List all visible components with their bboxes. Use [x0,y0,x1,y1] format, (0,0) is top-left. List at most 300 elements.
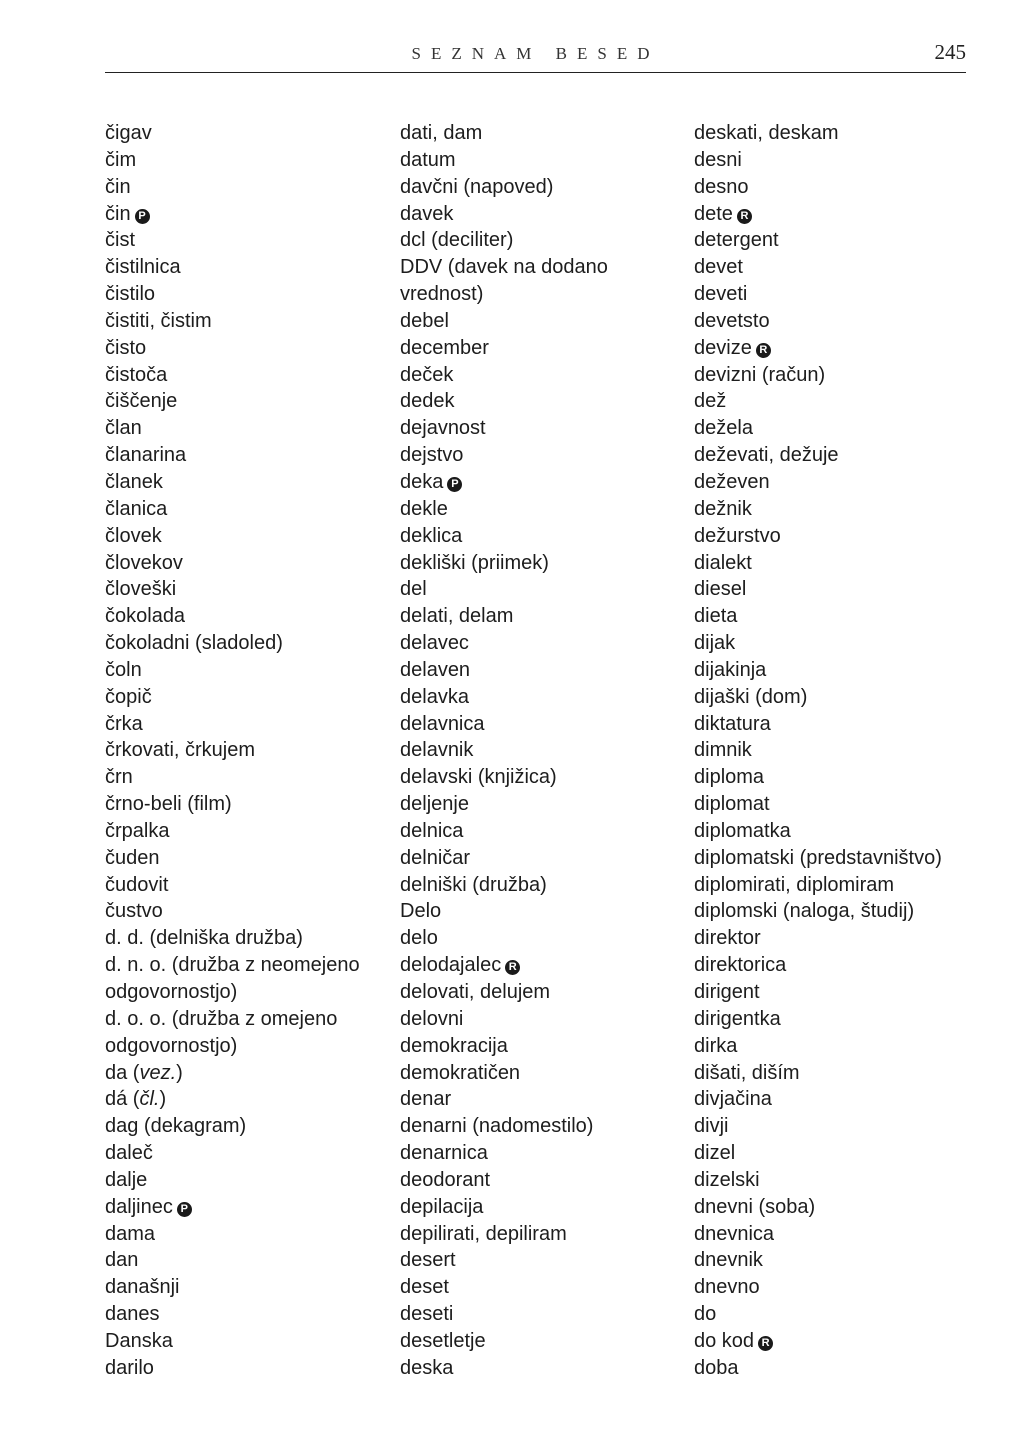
word-text: čin [105,202,131,225]
word-text: čim [105,148,137,171]
word-text: divjačina [694,1088,772,1111]
word-text: demokracija [400,1034,508,1057]
word-entry [694,227,984,254]
word-text: čist [105,229,135,252]
word-text: dimnik [694,739,752,762]
word-entry [400,1006,690,1033]
word-text: d. d. (delniška družba) [105,927,303,950]
word-entry [400,1086,690,1113]
word-text: direktorica [694,954,787,977]
word-entry [105,388,395,415]
word-column-2 [400,120,690,1382]
word-entry [694,1167,984,1194]
word-text: dama [105,1222,156,1245]
word-entry [400,1194,690,1221]
word-entry [400,523,690,550]
word-entry [400,764,690,791]
word-entry [694,147,984,174]
word-entry [400,979,690,1006]
word-entry [105,120,395,147]
word-entry [105,281,395,308]
word-entry [694,818,984,845]
word-entry [105,1221,395,1248]
word-entry [105,1086,395,1113]
word-text: deževati, dežuje [694,444,839,467]
word-text: dedek [400,390,455,413]
r-badge-icon: R [737,209,752,224]
word-text: delavec [400,632,469,655]
word-text: dizelski [694,1168,760,1191]
word-entry [105,174,395,201]
word-text: človek [105,524,162,547]
word-text: članek [105,470,163,493]
word-text: dcl (deciliter) [400,229,514,252]
word-text: čigav [105,122,152,144]
word-text: deseti [400,1303,454,1326]
word-entry [400,791,690,818]
word-text: delniški (družba) [400,873,547,896]
word-entry [694,630,984,657]
word-text: odgovornostjo) [105,981,238,1003]
word-text: depilacija [400,1195,484,1218]
word-text: delovati, delujem [400,981,551,1003]
word-text: deček [400,363,454,386]
word-text: čin [105,175,131,198]
word-text: demokratičen [400,1061,521,1084]
word-text: devize [694,336,752,359]
word-entry [400,818,690,845]
word-text: dizel [694,1142,736,1165]
word-text: današnji [105,1276,180,1299]
word-text: deka [400,470,444,493]
word-entry [400,362,690,389]
word-entry [105,872,395,899]
word-gloss-close: ) [176,1061,183,1084]
word-text: diesel [694,578,747,601]
word-text: Danska [105,1329,173,1352]
p-badge-icon: P [177,1202,192,1217]
word-entry [400,1274,690,1301]
word-text: dejstvo [400,444,464,467]
word-entry [400,1060,690,1087]
word-text: DDV (davek na dodano [400,256,608,279]
r-badge-icon: R [756,343,771,358]
word-entry [400,442,690,469]
word-text: devet [694,256,743,279]
word-entry [105,1140,395,1167]
word-entry [400,335,690,362]
word-text: deska [400,1356,454,1379]
word-entry [694,898,984,925]
word-column-3 [694,120,984,1382]
word-entry [694,415,984,442]
word-entry [694,254,984,281]
word-text: čopič [105,685,152,708]
word-entry [400,415,690,442]
word-text: čiščenje [105,390,178,413]
word-entry [694,1274,984,1301]
word-text: čokolada [105,605,186,628]
word-entry [694,1301,984,1328]
word-text: do [694,1303,717,1326]
word-text: čoln [105,658,142,681]
word-text: direktor [694,927,761,950]
word-entry [694,1355,984,1382]
word-text: črka [105,712,143,735]
word-entry [400,1113,690,1140]
word-text: delovni [400,1007,464,1030]
word-text: deveti [694,283,748,306]
word-entry [400,496,690,523]
word-entry [105,791,395,818]
word-entry [694,1194,984,1221]
r-badge-icon: R [758,1336,773,1351]
word-text: desetletje [400,1329,486,1352]
word-entry [105,308,395,335]
word-entry [400,845,690,872]
page-header [105,38,966,72]
word-text: desert [400,1249,456,1272]
word-text: devizni (račun) [694,363,826,386]
word-text: da ( [105,1061,140,1084]
word-text: diplomatski (predstavništvo) [694,846,942,869]
word-entry [400,254,690,281]
word-entry [694,872,984,899]
word-entry [105,630,395,657]
word-text: čistilo [105,283,156,306]
word-text: deodorant [400,1168,491,1191]
word-text: d. n. o. (družba z neomejeno [105,954,360,977]
word-entry [105,764,395,791]
word-text: davčni (napoved) [400,175,554,198]
word-entry [400,1221,690,1248]
word-text: deljenje [400,793,469,816]
word-text: čokoladni (sladoled) [105,632,283,655]
word-entry [105,845,395,872]
word-entry [105,1167,395,1194]
word-entry [694,1328,984,1355]
word-entry [105,1274,395,1301]
word-entry [694,174,984,201]
word-entry [105,1355,395,1382]
word-entry [400,952,690,979]
word-entry [105,496,395,523]
word-text: doba [694,1356,739,1379]
word-text: delodajalec [400,954,502,977]
word-entry [105,550,395,577]
word-entry [105,362,395,389]
word-entry [400,388,690,415]
word-entry [694,442,984,469]
word-entry [694,120,984,147]
word-text: črkovati, črkujem [105,739,256,762]
word-text: dirigent [694,981,760,1003]
word-text: delničar [400,846,471,869]
word-text: deset [400,1276,449,1299]
word-text: človekov [105,551,183,574]
word-entry [400,550,690,577]
word-text: članica [105,497,168,520]
word-text: davek [400,202,454,225]
word-text: dežnik [694,497,752,520]
word-entry [400,469,690,496]
word-entry [400,925,690,952]
word-entry [105,898,395,925]
running-title: SEZNAM BESED [411,44,660,63]
word-text: desni [694,148,742,171]
word-text: diplomat [694,793,770,816]
word-entry [105,523,395,550]
word-text: december [400,336,489,359]
word-entry [694,496,984,523]
word-entry [105,925,395,952]
word-entry [105,442,395,469]
word-text: dialekt [694,551,752,574]
word-text: desno [694,175,749,198]
word-column-1 [105,120,395,1382]
word-text: depilirati, depiliram [400,1222,567,1245]
word-entry [694,550,984,577]
word-entry [400,1247,690,1274]
word-text: dežurstvo [694,524,781,547]
word-text: Delo [400,900,442,923]
word-text: debel [400,309,449,332]
word-entry [694,308,984,335]
word-entry [400,147,690,174]
word-entry [400,1328,690,1355]
word-text: divji [694,1115,729,1138]
word-entry [105,335,395,362]
word-entry [400,711,690,738]
word-text: deževen [694,470,770,493]
word-entry [105,147,395,174]
word-text: dež [694,390,727,413]
word-gloss-close: ) [159,1088,167,1111]
word-entry [105,1194,395,1221]
word-text: d. o. o. (družba z omejeno [105,1007,338,1030]
word-text: dežela [694,417,753,440]
word-entry [105,576,395,603]
word-entry [694,979,984,1006]
word-text: dan [105,1249,139,1272]
word-entry [400,1355,690,1382]
word-entry [694,1113,984,1140]
word-entry [694,1086,984,1113]
word-text: dekle [400,497,448,520]
word-entry [105,818,395,845]
word-text: članarina [105,444,187,467]
p-badge-icon: P [447,477,462,492]
word-entry [400,603,690,630]
word-text: deklica [400,524,463,547]
word-entry [105,415,395,442]
word-entry [400,120,690,147]
word-text: dijakinja [694,658,767,681]
word-entry [105,952,395,979]
word-text: delnica [400,819,464,842]
word-text: dirka [694,1034,738,1057]
word-text: diplomatka [694,819,791,842]
word-entry [105,657,395,684]
word-entry [105,1006,395,1033]
word-entry [694,1060,984,1087]
word-entry [694,1247,984,1274]
word-text: danes [105,1303,160,1326]
word-entry [105,254,395,281]
word-entry [694,1140,984,1167]
word-entry [694,952,984,979]
word-text: devetsto [694,309,770,332]
word-text: čuden [105,846,160,869]
word-entry [694,576,984,603]
word-entry [400,174,690,201]
word-entry [400,898,690,925]
word-entry [694,1221,984,1248]
word-text: denar [400,1088,452,1111]
word-text: črpalka [105,819,170,842]
word-entry [105,1247,395,1274]
word-entry [400,657,690,684]
word-entry [400,737,690,764]
word-text: diktatura [694,712,771,735]
word-entry [105,1328,395,1355]
word-entry [400,1301,690,1328]
word-text: dete [694,202,733,225]
word-text: do kod [694,1329,755,1352]
word-text: dnevnik [694,1249,763,1272]
word-text: diplomirati, diplomiram [694,873,895,896]
word-entry [105,201,395,228]
word-text: čistiti, čistim [105,309,212,332]
word-entry [694,737,984,764]
word-entry [400,872,690,899]
word-text: čudovit [105,873,169,896]
word-text: vrednost) [400,283,484,306]
word-text: dalje [105,1168,148,1191]
word-entry [694,1006,984,1033]
word-text: daljinec [105,1195,173,1218]
word-entry [105,979,395,1006]
word-entry [400,201,690,228]
p-badge-icon: P [135,209,150,224]
word-entry [105,1113,395,1140]
word-gloss: vez. [139,1061,177,1084]
word-text: dnevnica [694,1222,775,1245]
word-text: dirigentka [694,1007,781,1030]
word-text: datum [400,148,456,171]
word-entry [400,308,690,335]
word-entry [694,791,984,818]
word-text: čistoča [105,363,168,386]
word-entry [694,335,984,362]
word-text: denarni (nadomestilo) [400,1115,594,1138]
word-entry [694,281,984,308]
word-gloss: čl. [139,1088,160,1111]
word-text: dag (dekagram) [105,1115,247,1138]
word-text: delo [400,927,438,950]
word-entry [400,684,690,711]
word-text: dá ( [105,1088,140,1111]
word-text: delati, delam [400,605,514,628]
word-entry [105,227,395,254]
word-entry [694,523,984,550]
word-text: delavnik [400,739,474,762]
word-text: del [400,578,427,601]
word-entry [400,1140,690,1167]
word-entry [105,1060,395,1087]
word-entry [105,1033,395,1060]
word-text: dejavnost [400,417,486,440]
word-text: črno-beli (film) [105,793,232,816]
word-entry [105,603,395,630]
word-text: delavka [400,685,469,708]
word-entry [694,388,984,415]
word-text: darilo [105,1356,154,1379]
word-text: dati, dam [400,122,483,144]
word-entry [105,711,395,738]
word-text: delavnica [400,712,485,735]
word-text: črn [105,766,133,789]
page-number: 245 [934,40,966,64]
word-text: dišati, diším [694,1061,800,1084]
word-entry [694,711,984,738]
word-entry [694,469,984,496]
word-entry [694,201,984,228]
word-entry [105,469,395,496]
word-entry [694,925,984,952]
word-text: deskati, deskam [694,122,839,144]
word-text: čistilnica [105,256,181,279]
word-entry [400,1033,690,1060]
word-entry [105,737,395,764]
r-badge-icon: R [505,960,520,975]
word-text: čisto [105,336,147,359]
word-text: dijak [694,632,736,655]
word-text: diplomski (naloga, študij) [694,900,915,923]
word-entry [400,227,690,254]
word-text: dijaški (dom) [694,685,808,708]
word-text: detergent [694,229,779,252]
word-entry [105,684,395,711]
word-text: dnevno [694,1276,760,1299]
word-entry [694,1033,984,1060]
word-text: dekliški (priimek) [400,551,549,574]
word-entry [694,684,984,711]
word-entry [400,576,690,603]
word-entry [694,362,984,389]
word-entry [400,630,690,657]
word-text: denarnica [400,1142,488,1165]
word-text: dieta [694,605,738,628]
word-text: človeški [105,578,177,601]
word-text: čustvo [105,900,163,923]
word-entry [694,603,984,630]
word-text: delavski (knjižica) [400,766,557,789]
word-entry [400,1167,690,1194]
word-entry [400,281,690,308]
word-entry [694,764,984,791]
word-text: diploma [694,766,765,789]
header-rule [105,72,966,73]
word-text: daleč [105,1142,153,1165]
word-entry [105,1301,395,1328]
word-text: član [105,417,142,440]
word-text: delaven [400,658,471,681]
word-entry [694,657,984,684]
word-text: dnevni (soba) [694,1195,816,1218]
word-text: odgovornostjo) [105,1034,238,1057]
word-entry [694,845,984,872]
